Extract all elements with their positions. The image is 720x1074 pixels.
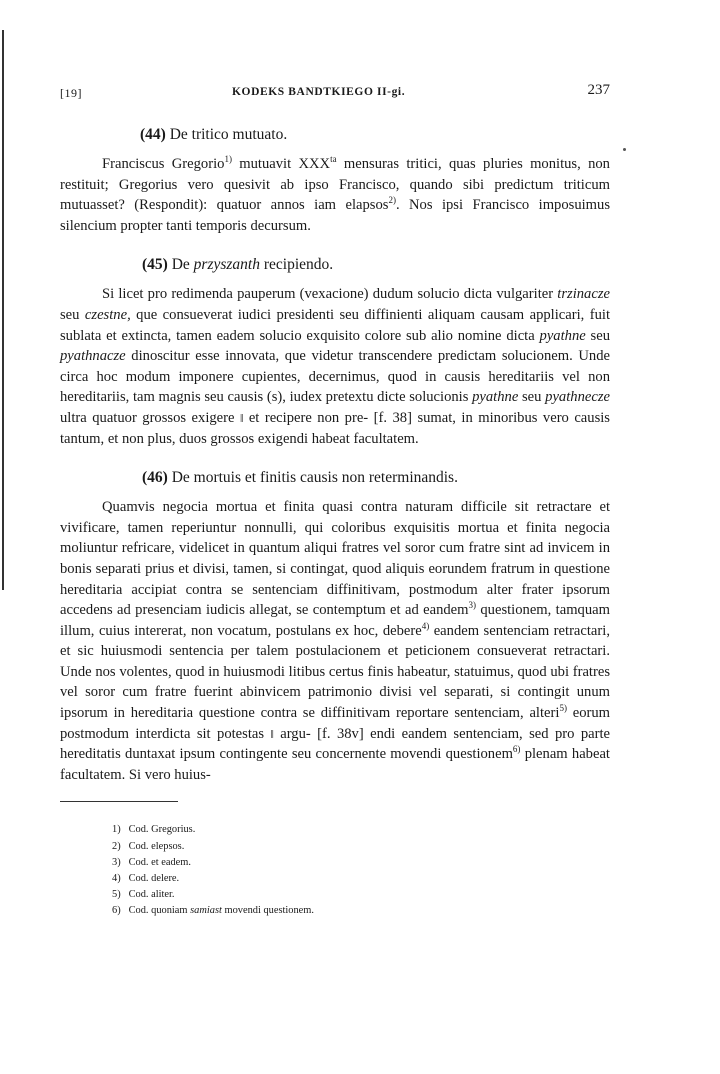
text-run: Quamvis negocia mortua et finita quasi contra naturam difficile sit retractare et vivificare, tamen reperiuntur nonnulli, qui coloribus exquisitis mortua et finita negocia moliuntur refricare, videlicet in quantum aliqui fratres vel soror cum fratre sint ad invicem in bonis separati prius et divisi, tamen, si contingat, quod aliquis eorundem fratrum in questione hereditaria accipiat contra se sentenciam diffinitivam, postmodum alter frater ipsorum accedens ad presenciam iudicis allegat, se contemptum et ad eandem xyxy=(60,499,610,619)
text-run: seu xyxy=(522,389,542,406)
footnote-text: delere. xyxy=(151,872,180,884)
page xyxy=(60,82,610,919)
text-run: eandem sentenciam retractari, et sic huiusmodi sentencia per talem postulacionem et peticionem consueverat retractari. Unde nos volentes, quod in huiusmodi litibus certus finis habeatur, statuimus, quod ubi fratres vel soror cum fratre fuerint abinvicem patrimonio divisi vel separati, si contingit unum ipsorum in hereditaria questione contra se diffinitivam reportare sentenciam, alteri xyxy=(60,622,610,722)
text-run: que consueverat iudici presidenti seu diffinienti aliquam causam applicari, fuit sublata et extincta, tamen eadem solucio exquisito colore sub alio nomine dicta xyxy=(60,306,610,344)
text-run: mensuras tritici, quas pluries monitus, non restituit; Gregorius vero quesivit ab ipso Francisco, quando sibi predictum triticum mutuasset? (Respondit): quatuor annos iam elapsos xyxy=(60,156,610,214)
footnote-number: 1) xyxy=(112,824,121,836)
text-run: dinoscitur esse innovata, que videtur transcendere predictam solucionem. Unde circa hoc modum imponere cupientes, decernimus, quod in causis hereditariis vel non hereditariis, tam magnis seu causis (s), iudex pretextu dicte solucionis xyxy=(60,348,610,406)
footnote-source: Cod. xyxy=(128,856,149,868)
section-heading-46 xyxy=(60,469,610,491)
vernacular-term: czestne, xyxy=(84,306,131,323)
footnote-number: 3) xyxy=(112,856,121,868)
section-title: De tritico mutuato. xyxy=(169,126,288,143)
paragraph-44: Franciscus Gregorio$^{1)}$ mutuavit $XXX^{ta}$ mensuras tritici, quas pluries monitus, non restituit; Gregorius vero quesivit ab ipso Francisco, quando sibi predictum triticum mutuasset? (Respondit): quatuor annos iam elapsos$^{2)}$. Nos ipsi Francisco imposuimus silencium propter tanti temporis decursum. xyxy=(60,154,610,234)
section-title: De mortuis et finitis causis non reterminandis. xyxy=(171,469,458,487)
paragraph-46 xyxy=(60,497,610,785)
vernacular-term: pyathnecze xyxy=(545,389,610,406)
section-title-term: przyszanth xyxy=(193,256,260,274)
text-run: seu xyxy=(60,306,80,323)
text-run: ultra quatuor grossos exigere xyxy=(60,409,235,426)
page-ref: [19] xyxy=(60,86,82,100)
footnote xyxy=(112,871,610,887)
footnote-source: Cod. xyxy=(128,904,149,916)
folio-ref: [f. 38] xyxy=(373,409,412,426)
text-run: Franciscus Gregorio xyxy=(102,156,225,172)
folio-ref: [f. 38v] xyxy=(317,725,364,742)
footnote-number: 5) xyxy=(112,888,121,900)
vernacular-term: trzinacze xyxy=(557,286,610,303)
text-run: et recipere non pre- xyxy=(248,409,369,426)
footnote-text: elepsos. xyxy=(151,840,185,852)
page-number: 237 xyxy=(587,82,610,98)
footnote-text: quoniam xyxy=(151,904,188,916)
footnote-number: 6) xyxy=(112,904,121,916)
text-run: Si licet pro redimenda pauperum (vexacione) dudum solucio dicta vulgariter xyxy=(102,286,554,303)
section-heading-45 xyxy=(60,256,610,278)
binding-edge xyxy=(2,30,4,590)
footnote xyxy=(112,822,610,838)
footnote-number: 2) xyxy=(112,840,121,852)
text-run: mutuavit XXX xyxy=(239,156,331,172)
footnote-source: Cod. xyxy=(128,840,149,852)
section-number: (46) xyxy=(142,469,168,487)
folio-break-mark: ‖ xyxy=(270,726,274,741)
footnote-ref-4: 4) xyxy=(421,620,430,631)
running-title: KODEKS BANDTKIEGO II-gi. xyxy=(232,86,406,98)
footnote-source: Cod. xyxy=(128,872,149,884)
section-number: (45) xyxy=(142,256,168,274)
footnote-rule xyxy=(60,801,178,802)
paragraph-45 xyxy=(60,284,610,449)
footnote-ref-1: 1) xyxy=(224,154,232,165)
footnotes xyxy=(60,822,610,919)
vernacular-term: pyathnacze xyxy=(60,348,126,365)
text-run: endi eandem sentenciam, sed pro parte hereditatis duntaxat ipsum contingente seu concernente movendi questionem xyxy=(60,725,610,763)
footnote xyxy=(112,903,610,919)
text-run: plenam habeat facultatem. Si vero huius- xyxy=(60,746,610,783)
footnote-text: Gregorius. xyxy=(151,824,196,836)
footnote-text: et eadem. xyxy=(151,856,191,868)
footnote xyxy=(112,887,610,903)
footnote-ref-3: 3) xyxy=(468,600,476,611)
footnote xyxy=(112,839,610,855)
print-speck xyxy=(623,148,626,151)
footnote-source: Cod. xyxy=(128,888,149,900)
section-title-pre: De xyxy=(171,256,190,274)
footnote-number: 4) xyxy=(112,872,121,884)
footnote-source: Cod. xyxy=(128,824,149,836)
text-run: sumat, in minoribus vero causis tantum, et non plus, duos grossos exigendi habeat facultatem. xyxy=(60,409,610,447)
text-run: argu- xyxy=(280,725,311,742)
superscript-ta: ta xyxy=(330,154,337,165)
footnote-text: aliter. xyxy=(151,888,175,900)
section-title-post: recipiendo. xyxy=(263,256,334,274)
text-run: seu xyxy=(590,327,610,344)
folio-break-mark: ‖ xyxy=(239,410,244,425)
text-run: Nos ipsi Francisco imposuimus silencium propter tanti temporis decursum. xyxy=(60,197,610,234)
footnote-ref-5: 5) xyxy=(559,703,567,714)
footnote xyxy=(112,855,610,871)
vernacular-term: pyathne xyxy=(472,389,519,406)
section-heading-44 xyxy=(60,126,610,148)
footnote-ref-6: 6) xyxy=(512,744,521,755)
footnote-text: movendi questionem. xyxy=(224,904,314,916)
section-number: (44) xyxy=(140,126,166,143)
vernacular-term: pyathne xyxy=(539,327,586,344)
text-run: eorum postmodum interdicta sit potestas xyxy=(60,705,611,742)
text-run: questionem, tamquam illum, cuius intererat, non vocatum, postulans ex hoc, debere xyxy=(60,602,610,639)
footnote-ref-2: 2) xyxy=(388,195,396,206)
footnote-term: samiast xyxy=(190,904,222,916)
running-head xyxy=(60,82,610,104)
